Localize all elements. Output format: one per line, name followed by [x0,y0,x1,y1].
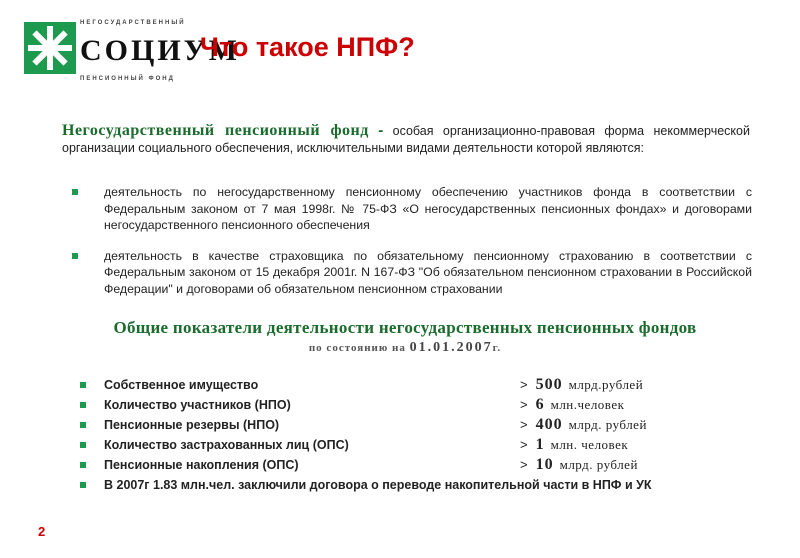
list-item [80,436,760,456]
list-item [80,376,760,396]
indicator-unit: млрд. рублей [568,417,647,432]
activities-list [72,184,752,311]
indicator-value [520,436,628,454]
indicator-label: Пенсионные резервы (НПО) [104,418,280,432]
square-bullet-icon [80,442,86,448]
logo-bottom-text: ПЕНСИОННЫЙ ФОНД [80,76,175,82]
indicator-label: Количество участников (НПО) [104,398,291,412]
list-item [80,476,760,496]
indicator-number: 500 [535,376,563,393]
logo-snowflake-icon [24,22,76,74]
greater-than-sign: > [520,397,528,412]
indicator-label: Собственное имущество [104,378,259,392]
subtitle-date: 01.01.2007 [409,340,493,355]
summary-text: В 2007г 1.83 млн.чел. заключили договора о переводе накопительной части в НПФ и УК [104,478,652,492]
definition-text: особая организационно-правовая форма некоммерческой организации социального обеспечения, исключительными видами деятельности которой являются: [62,124,750,155]
definition-term: Негосударственный пенсионный фонд [62,122,369,139]
indicator-value [520,396,624,414]
list-item [72,184,752,234]
page-number: 2 [38,524,46,539]
indicators-title: Общие показатели деятельности негосударственных пенсионных фондов [113,318,697,337]
square-bullet-icon [80,462,86,468]
list-item [72,248,752,298]
indicator-label: Количество застрахованных лиц (ОПС) [104,438,349,452]
greater-than-sign: > [520,437,528,452]
square-bullet-icon [72,189,78,195]
logo-top-text: НЕГОСУДАРСТВЕННЫЙ [80,20,186,26]
indicator-unit: млрд.рублей [568,377,644,392]
npf-definition [62,122,750,157]
square-bullet-icon [80,382,86,388]
indicator-value [520,456,638,474]
indicator-unit: млрд. рублей [559,457,638,472]
indicator-label: Пенсионные накопления (ОПС) [104,458,299,472]
indicator-unit: млн. человек [550,437,629,452]
indicator-number: 10 [535,456,554,473]
list-item [80,396,760,416]
square-bullet-icon [80,402,86,408]
logo-main-text: СОЦИУМ [80,34,241,67]
indicator-unit: млн.человек [550,397,625,412]
list-item [80,416,760,436]
greater-than-sign: > [520,457,528,472]
indicator-number: 6 [535,396,545,413]
activity-text: деятельность по негосударственному пенсионному обеспечению участников фонда в соответствии с Федеральным законом от 7 мая 1998г. № 75-ФЗ «О негосударственных пенсионных фондах» и договорами негосударственного пенсионного обеспечения [104,185,752,232]
definition-dash: - [378,122,384,139]
indicator-number: 1 [535,436,545,453]
indicator-value [520,416,647,434]
activity-text: деятельность в качестве страховщика по обязательному пенсионному страхованию в соответствии с Федеральным законом от 15 декабря 2001г. N 167-ФЗ "Об обязательном пенсионном страховании в Российской Федерации" и договорами об обязательном пенсионном страховании [104,248,752,296]
greater-than-sign: > [520,377,528,392]
indicators-subtitle [60,340,750,356]
square-bullet-icon [80,482,86,488]
indicator-value [520,376,643,394]
greater-than-sign: > [520,417,528,432]
square-bullet-icon [72,253,78,259]
subtitle-prefix: по состоянию на [308,342,406,354]
indicator-number: 400 [535,416,563,433]
page-title: Что такое НПФ? [200,32,415,62]
square-bullet-icon [80,422,86,428]
socium-logo [24,12,241,84]
subtitle-suffix: г. [492,342,502,354]
indicators-list [80,376,760,496]
list-item [80,456,760,476]
